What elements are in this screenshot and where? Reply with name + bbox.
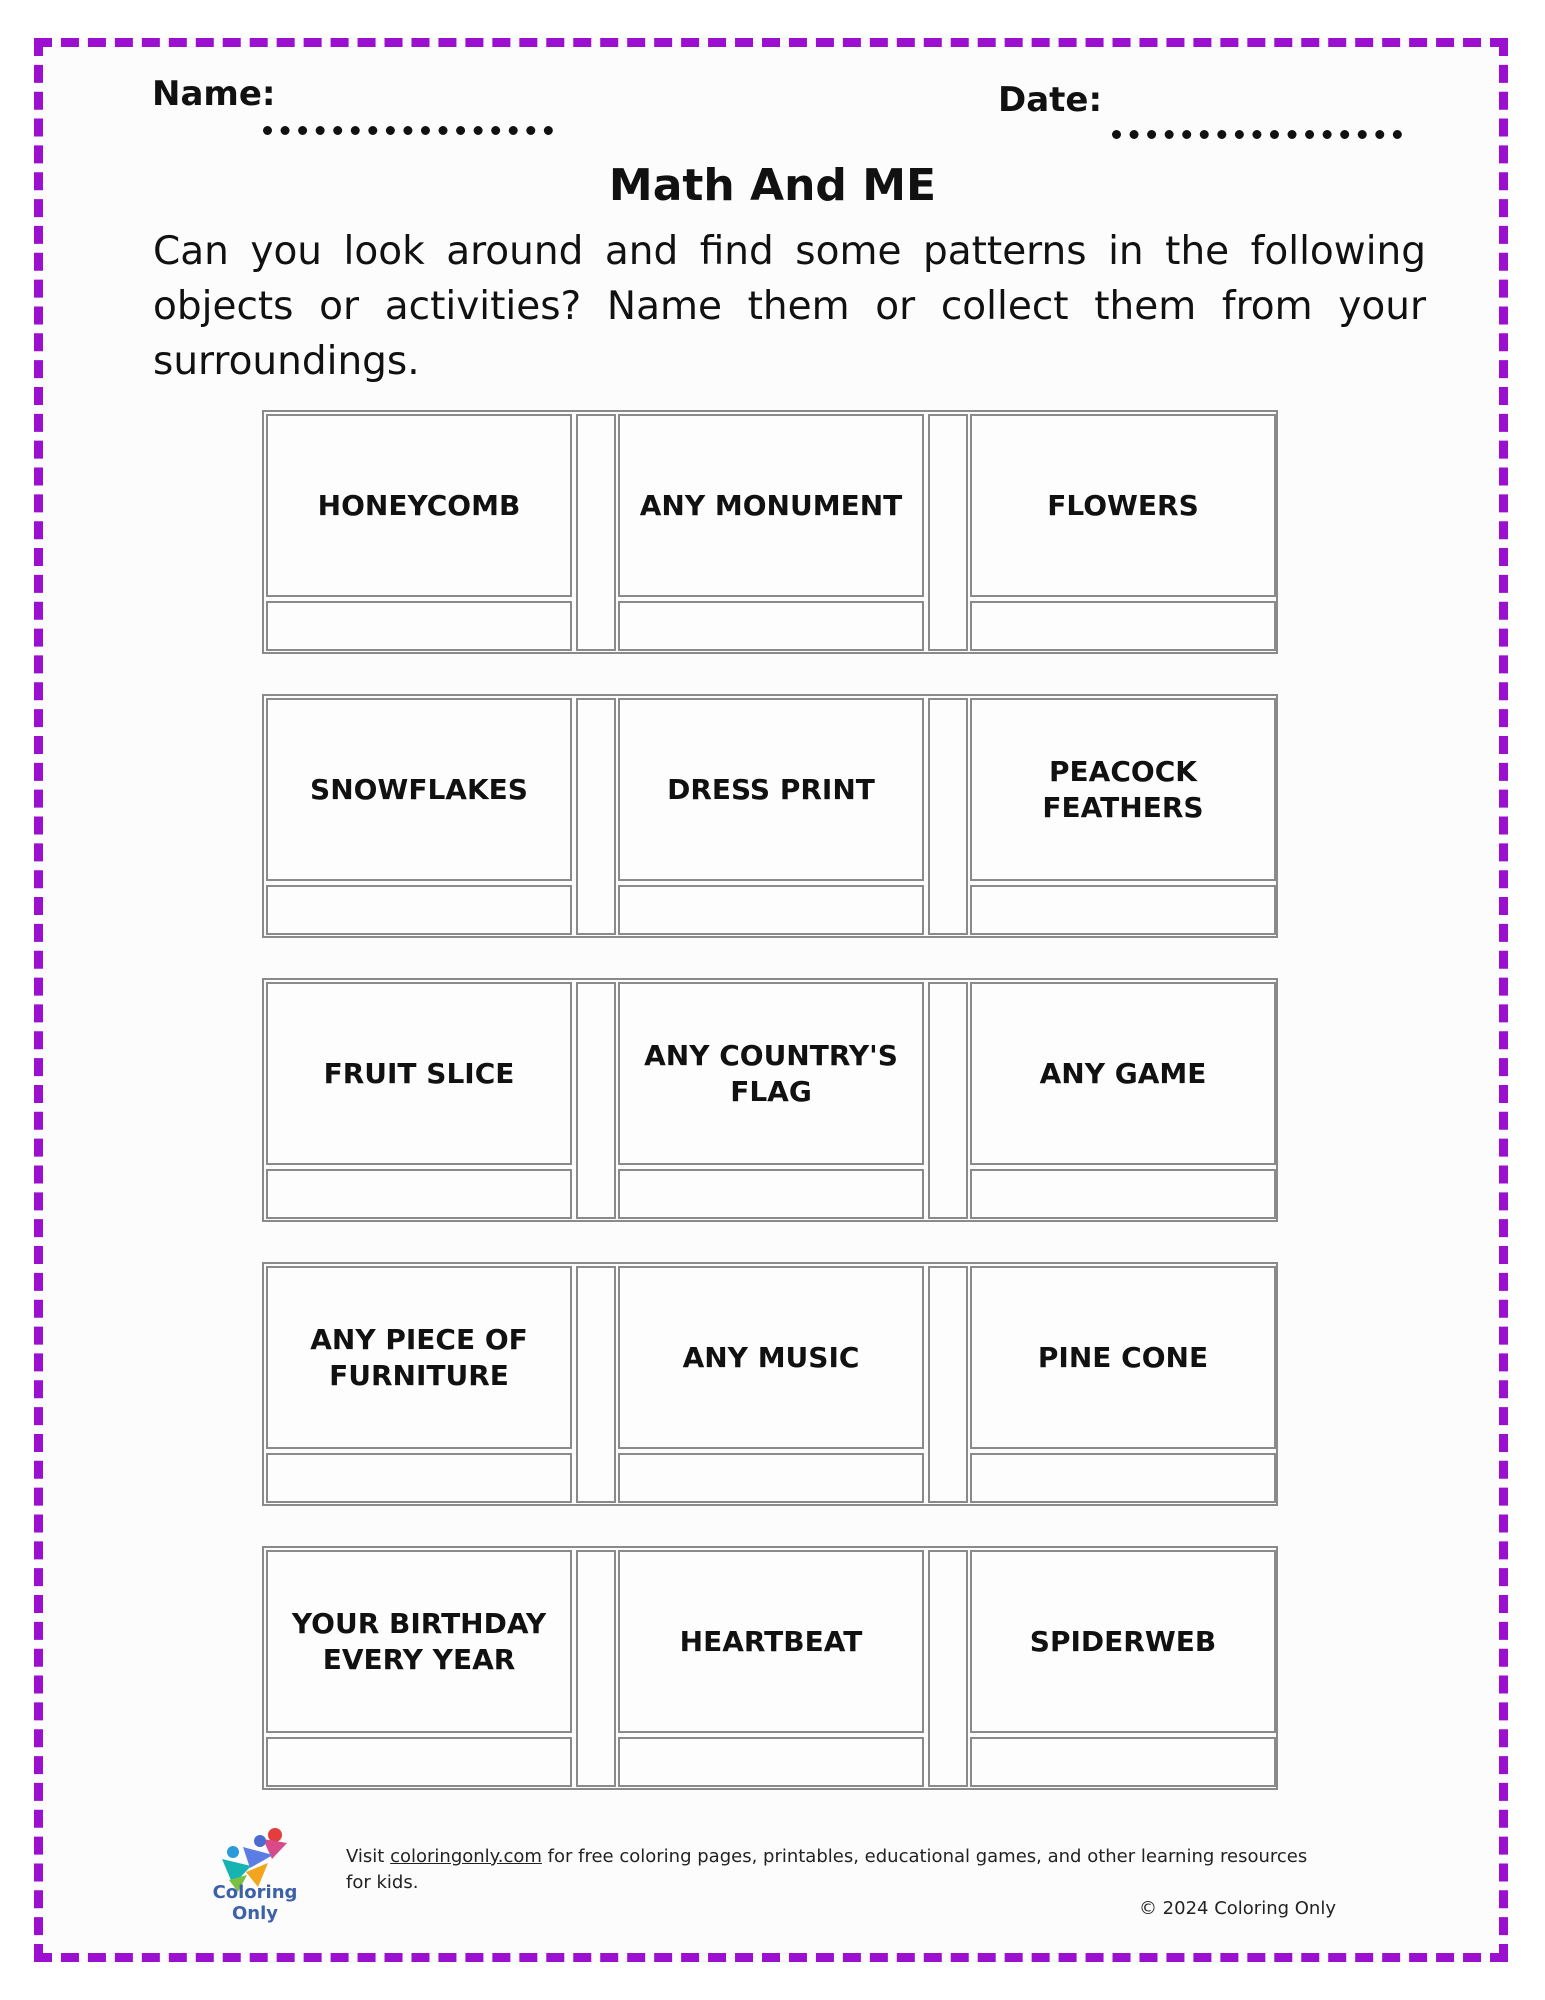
footer-visit-prefix: Visit [346,1846,385,1867]
pattern-item: SNOWFLAKES [266,698,572,881]
answer-box[interactable] [970,1169,1276,1219]
pattern-item: PEACOCK FEATHERS [970,698,1276,881]
row-spacer [928,1550,968,1787]
answer-box[interactable] [618,1737,924,1787]
pattern-item: HONEYCOMB [266,414,572,597]
answer-box[interactable] [618,1169,924,1219]
footer-visit-line [346,1844,1336,1896]
row-spacer [928,414,968,651]
pattern-item: PINE CONE [970,1266,1276,1449]
footer-text [346,1844,1336,1922]
pattern-item: FRUIT SLICE [266,982,572,1165]
answer-box[interactable] [970,885,1276,935]
pattern-item: ANY PIECE OF FURNITURE [266,1266,572,1449]
pattern-row-5 [262,1546,1278,1790]
pattern-item: ANY COUNTRY'S FLAG [618,982,924,1165]
answer-box[interactable] [970,1737,1276,1787]
page-title: Math And ME [608,160,937,211]
row-spacer [928,1266,968,1503]
copyright-text: © 2024 Coloring Only [1138,1898,1336,1919]
pattern-item: SPIDERWEB [970,1550,1276,1733]
pattern-item: ANY MUSIC [618,1266,924,1449]
answer-box[interactable] [970,1453,1276,1503]
date-label: Date: [998,80,1103,120]
footer-visit-suffix: for free coloring pages, printables, educational games, and other learning resources for kids. [346,1846,1308,1893]
row-spacer [928,982,968,1219]
pattern-item: ANY GAME [970,982,1276,1165]
logo-text: Coloring Only [212,1882,298,1924]
answer-box[interactable] [266,601,572,651]
row-spacer [576,414,616,651]
answer-box[interactable] [618,601,924,651]
pattern-item: HEARTBEAT [618,1550,924,1733]
row-spacer [576,982,616,1219]
row-spacer [576,1550,616,1787]
name-field[interactable] [263,126,553,135]
instructions: Can you look around and find some patterns in the following objects or activities? Name them or collect them from your surroundings. [153,229,1426,384]
row-spacer [576,698,616,935]
answer-box[interactable] [618,1453,924,1503]
name-label: Name: [152,74,276,114]
coloringonly-link[interactable]: coloringonly.com [390,1846,542,1867]
answer-box[interactable] [970,601,1276,651]
row-spacer [576,1266,616,1503]
answer-box[interactable] [266,1453,572,1503]
pattern-item: FLOWERS [970,414,1276,597]
answer-box[interactable] [266,1169,572,1219]
pattern-item: YOUR BIRTHDAY EVERY YEAR [266,1550,572,1733]
answer-box[interactable] [266,1737,572,1787]
pattern-item: ANY MONUMENT [618,414,924,597]
pattern-row-4 [262,1262,1278,1506]
pattern-row-1 [262,410,1278,654]
row-spacer [928,698,968,935]
pattern-row-2 [262,694,1278,938]
answer-box[interactable] [618,885,924,935]
date-field[interactable] [1112,130,1402,139]
pattern-row-3 [262,978,1278,1222]
pattern-item: DRESS PRINT [618,698,924,881]
answer-box[interactable] [266,885,572,935]
